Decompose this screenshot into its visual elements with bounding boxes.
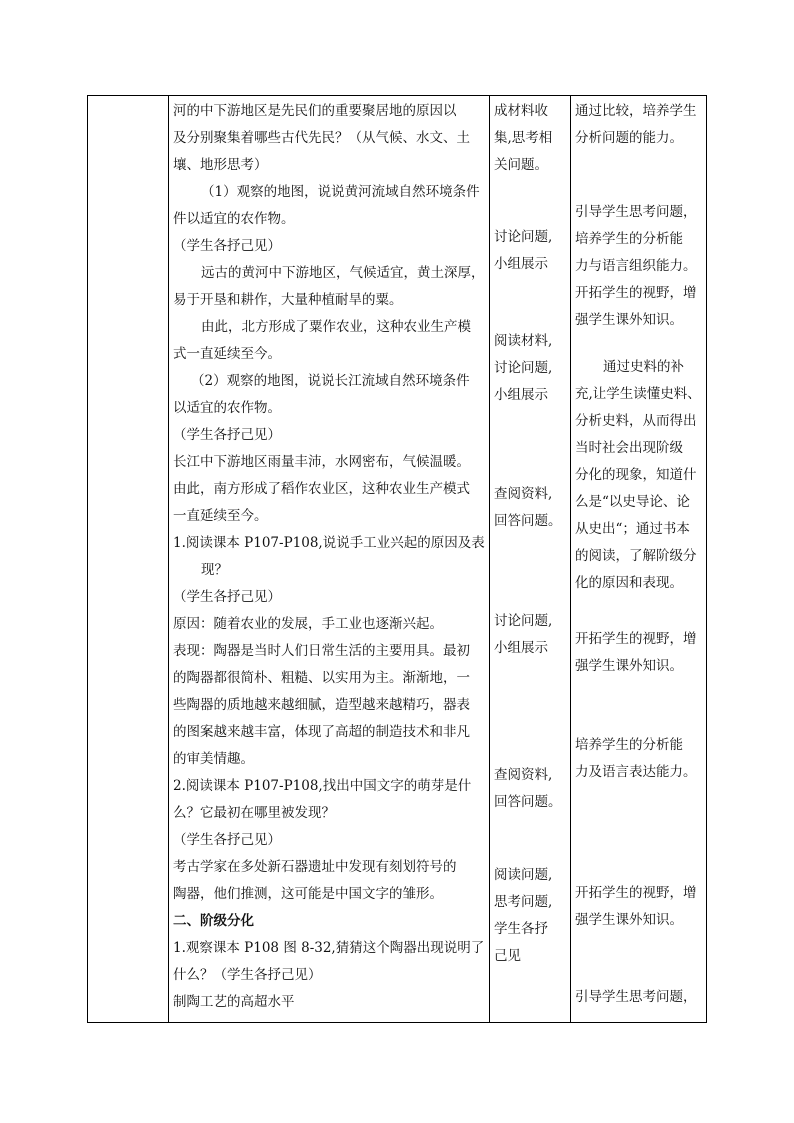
intent-line: 充,让学生读懂史料、 <box>575 386 701 402</box>
content-line: 易于开垦和耕作，大量种植耐旱的粟。 <box>173 292 403 308</box>
activity-line: 集,思考相 <box>494 130 553 146</box>
intent-line: 分化的现象，知道什 <box>575 467 697 483</box>
content-line: 二、阶级分化 <box>173 913 254 929</box>
intent-line: 开拓学生的视野，增 <box>575 885 697 901</box>
content-line: 长江中下游地区雨量丰沛，水网密布，气候温暖。 <box>173 454 470 470</box>
content-line: 由此，北方形成了粟作农业，这种农业生产模 <box>201 319 471 335</box>
activity-line: 阅读问题, <box>494 867 553 883</box>
content-line: 一直延续至今。 <box>173 508 268 524</box>
content-line: 的审美情趣。 <box>173 751 254 767</box>
intent-line: 开拓学生的视野，增 <box>575 285 697 301</box>
activity-line: 讨论问题, <box>494 360 553 376</box>
intent-line: 的阅读，了解阶级分 <box>575 548 697 564</box>
activity-line: 小组展示 <box>494 640 548 656</box>
intent-line: 通过史料的补 <box>603 359 684 375</box>
intent-line: 分析史料，从而得出 <box>575 413 697 429</box>
activity-line: 关问题。 <box>494 157 548 173</box>
content-line: 2.阅读课本 P107-P108,找出中国文字的萌芽是什 <box>173 778 472 794</box>
stage-cell <box>88 96 168 1022</box>
content-line: （1）观察的地图，说说黄河流域自然环境条件 <box>201 184 480 200</box>
content-line: （学生各抒己见） <box>173 427 281 443</box>
content-line: 1.阅读课本 P107-P108,说说手工业兴起的原因及表 <box>173 535 485 551</box>
activity-line: 讨论问题, <box>494 613 553 629</box>
content-line: 以适宜的农作物。 <box>173 400 281 416</box>
intent-line: 培养学生的分析能 <box>575 231 683 247</box>
activity-line: 小组展示 <box>494 256 548 272</box>
intent-line: 力与语言组织能力。 <box>575 258 697 274</box>
intent-line: 强学生课外知识。 <box>575 658 683 674</box>
intent-line: 培养学生的分析能 <box>575 737 683 753</box>
activity-line: 己见 <box>494 948 521 964</box>
intent-line: 化的原因和表现。 <box>575 575 683 591</box>
content-line: （学生各抒己见） <box>173 238 281 254</box>
lesson-plan-table <box>87 95 707 1023</box>
content-line: 由此，南方形成了稻作农业区，这种农业生产模式 <box>173 481 470 497</box>
intent-line: 当时社会出现阶级 <box>575 440 683 456</box>
content-line: 及分别聚集着哪些古代先民？（从气候、水文、土 <box>173 130 470 146</box>
content-line: 考古学家在多处新石器遗址中发现有刻划符号的 <box>173 859 457 875</box>
content-line: 原因：随着农业的发展，手工业也逐渐兴起。 <box>173 616 443 632</box>
intent-line: 强学生课外知识。 <box>575 912 683 928</box>
content-line: 的图案越来越丰富，体现了高超的制造技术和非凡 <box>173 724 470 740</box>
intent-line: 开拓学生的视野，增 <box>575 631 697 647</box>
content-line: 什么？（学生各抒己见） <box>173 967 322 983</box>
content-line: 河的中下游地区是先民们的重要聚居地的原因以 <box>173 103 457 119</box>
activity-line: 讨论问题, <box>494 229 553 245</box>
content-line: （学生各抒己见） <box>173 832 281 848</box>
intent-line: 么是“以史导论、论 <box>575 494 690 510</box>
intent-line: 力及语言表达能力。 <box>575 764 697 780</box>
content-line: 陶器，他们推测，这可能是中国文字的雏形。 <box>173 886 443 902</box>
content-line: 制陶工艺的高超水平 <box>173 994 295 1010</box>
content-line: 些陶器的质地越来越细腻，造型越来越精巧，器表 <box>173 697 470 713</box>
activity-line: 查阅资料, <box>494 767 553 783</box>
activity-line: 思考问题, <box>494 894 553 910</box>
intent-line: 引导学生思考问题， <box>575 204 697 220</box>
content-line: 1.观察课本 P108 图 8-32,猜猜这个陶器出现说明了 <box>173 940 485 956</box>
activity-line: 回答问题。 <box>494 513 562 529</box>
student-activity-cell <box>490 96 570 1022</box>
content-line: 件以适宜的农作物。 <box>173 211 295 227</box>
intent-line: 分析问题的能力。 <box>575 130 683 146</box>
teaching-content-cell <box>169 96 489 1022</box>
content-line: 式一直延续至今。 <box>173 346 281 362</box>
content-line: 的陶器都很简朴、粗糙、以实用为主。渐渐地，一 <box>173 670 470 686</box>
content-line: （学生各抒己见） <box>173 589 281 605</box>
design-intent-cell <box>571 96 708 1022</box>
content-line: 远古的黄河中下游地区，气候适宜，黄土深厚， <box>201 265 485 281</box>
activity-line: 成材料收 <box>494 103 548 119</box>
intent-line: 从史出“；通过书本 <box>575 521 690 537</box>
activity-line: 查阅资料, <box>494 486 553 502</box>
content-line: 现？ <box>201 562 228 578</box>
activity-line: 阅读材料, <box>494 333 553 349</box>
content-line: 壤、地形思考） <box>173 157 268 173</box>
content-line: 表现：陶器是当时人们日常生活的主要用具。最初 <box>173 643 470 659</box>
content-line: （2）观察的地图，说说长江流域自然环境条件 <box>191 373 470 389</box>
activity-line: 小组展示 <box>494 387 548 403</box>
intent-line: 通过比较，培养学生 <box>575 103 697 119</box>
activity-line: 学生各抒 <box>494 921 548 937</box>
content-line: 么？它最初在哪里被发现？ <box>173 805 335 821</box>
activity-line: 回答问题。 <box>494 794 562 810</box>
intent-line: 引导学生思考问题， <box>575 989 697 1005</box>
intent-line: 强学生课外知识。 <box>575 312 683 328</box>
